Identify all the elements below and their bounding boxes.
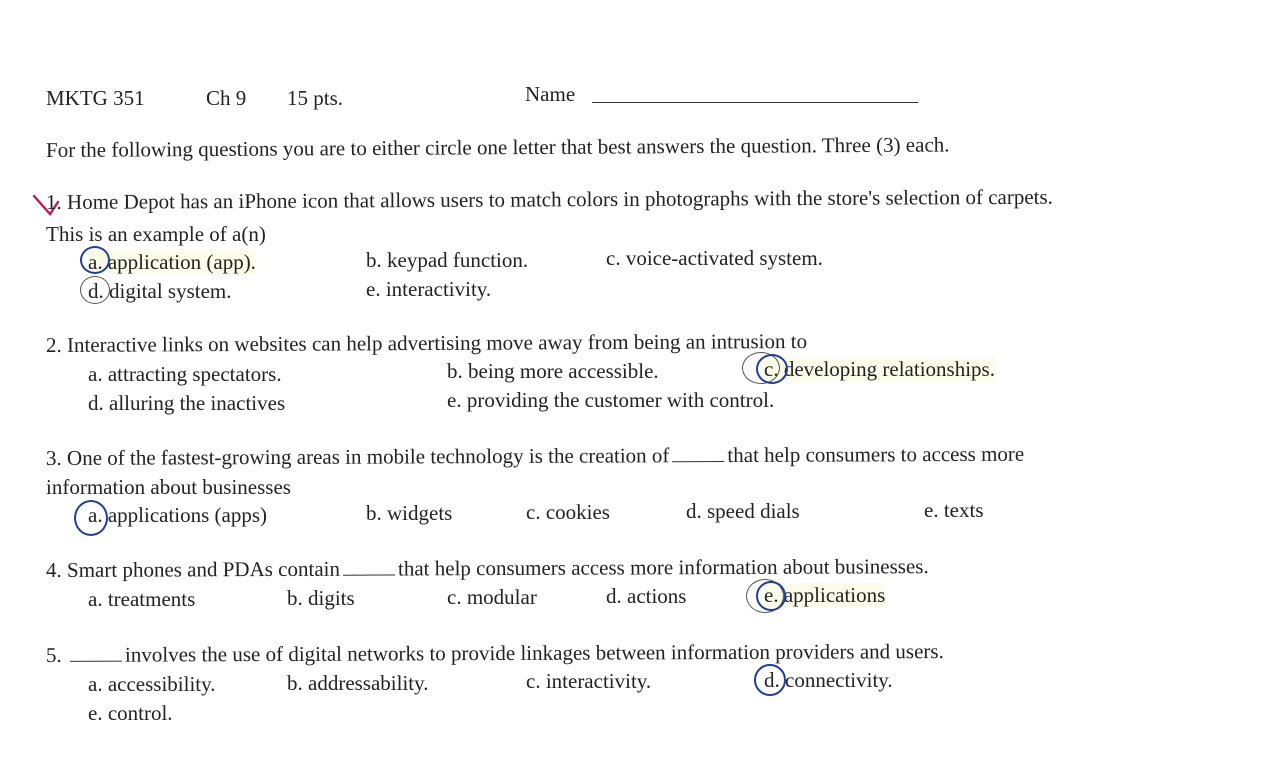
question-2 xyxy=(46,329,807,357)
q3-option-d[interactable]: d. speed dials xyxy=(686,499,800,523)
question-3-stem-line2: information about businesses xyxy=(46,475,291,499)
name-label: Name xyxy=(525,82,576,106)
q2-option-b[interactable]: b. being more accessible. xyxy=(447,359,659,383)
question-3-stem-before: One of the fastest-growing areas in mobile technology is the creation of xyxy=(66,443,670,470)
question-5-number: 5. xyxy=(45,642,62,667)
q5-option-b[interactable]: b. addressability. xyxy=(287,671,429,695)
q1-option-c[interactable]: c. voice-activated system. xyxy=(606,246,823,270)
question-3-number: 3. xyxy=(45,445,62,470)
question-4 xyxy=(46,554,929,582)
q3-option-e[interactable]: e. texts xyxy=(924,498,984,522)
q1-option-d[interactable]: d. digital system. xyxy=(88,279,232,303)
course-code: MKTG 351 xyxy=(46,86,145,110)
q5-option-c[interactable]: c. interactivity. xyxy=(526,669,652,693)
q3-option-a[interactable]: a. applications (apps) xyxy=(88,503,268,527)
question-1-number: 1. xyxy=(45,189,62,214)
q1-option-a[interactable]: a. application (app). xyxy=(88,250,256,274)
q4-option-a[interactable]: a. treatments xyxy=(88,587,196,611)
answer-blank xyxy=(672,461,724,462)
q2-option-d[interactable]: d. alluring the inactives xyxy=(88,391,286,415)
name-line[interactable] xyxy=(592,102,918,103)
q4-option-b[interactable]: b. digits xyxy=(287,586,355,610)
answer-circle xyxy=(756,354,788,384)
answer-circle xyxy=(80,246,110,274)
q5-option-d[interactable]: d. connectivity. xyxy=(764,668,893,692)
q4-option-e[interactable]: e. applications xyxy=(764,583,886,607)
answer-circle xyxy=(754,664,786,696)
q5-option-e[interactable]: e. control. xyxy=(88,701,173,725)
question-1-stem-line2: This is an example of a(n) xyxy=(46,222,266,246)
question-2-stem: Interactive links on websites can help advertising move away from being an intrusion to xyxy=(66,329,808,357)
question-1 xyxy=(46,185,1053,214)
question-4-stem-before: Smart phones and PDAs contain xyxy=(66,556,341,582)
question-3-stem-after: that help consumers to access more xyxy=(727,441,1025,468)
erased-circle xyxy=(80,276,110,304)
answer-circle xyxy=(756,581,786,611)
q4-option-c[interactable]: c. modular xyxy=(447,585,537,609)
answer-blank xyxy=(343,574,395,575)
instructions: For the following questions you are to either circle one letter that best answers the question. Three (3) each. xyxy=(45,132,950,162)
question-5-stem: involves the use of digital networks to provide linkages between information providers and users. xyxy=(124,639,944,667)
question-1-stem: Home Depot has an iPhone icon that allows users to match colors in photographs with the store's selection of carpets. xyxy=(66,184,1053,214)
points-label: 15 pts. xyxy=(287,86,344,110)
q4-option-d[interactable]: d. actions xyxy=(606,584,687,608)
q2-option-e[interactable]: e. providing the customer with control. xyxy=(447,388,775,412)
answer-blank xyxy=(70,661,122,662)
q2-option-c[interactable]: c. developing relationships. xyxy=(764,357,995,381)
q3-option-c[interactable]: c. cookies xyxy=(526,500,610,524)
q5-option-a[interactable]: a. accessibility. xyxy=(88,672,216,696)
question-4-number: 4. xyxy=(45,557,62,582)
chapter-label: Ch 9 xyxy=(206,86,247,110)
q1-option-e[interactable]: e. interactivity. xyxy=(366,277,492,301)
question-2-number: 2. xyxy=(45,332,62,357)
q3-option-b[interactable]: b. widgets xyxy=(366,501,453,525)
question-3 xyxy=(46,442,1024,470)
question-5 xyxy=(46,639,944,667)
q1-option-b[interactable]: b. keypad function. xyxy=(366,248,529,272)
q2-option-a[interactable]: a. attracting spectators. xyxy=(88,362,282,386)
question-4-stem-after: that help consumers access more information about businesses. xyxy=(397,554,929,581)
answer-circle xyxy=(74,500,108,536)
